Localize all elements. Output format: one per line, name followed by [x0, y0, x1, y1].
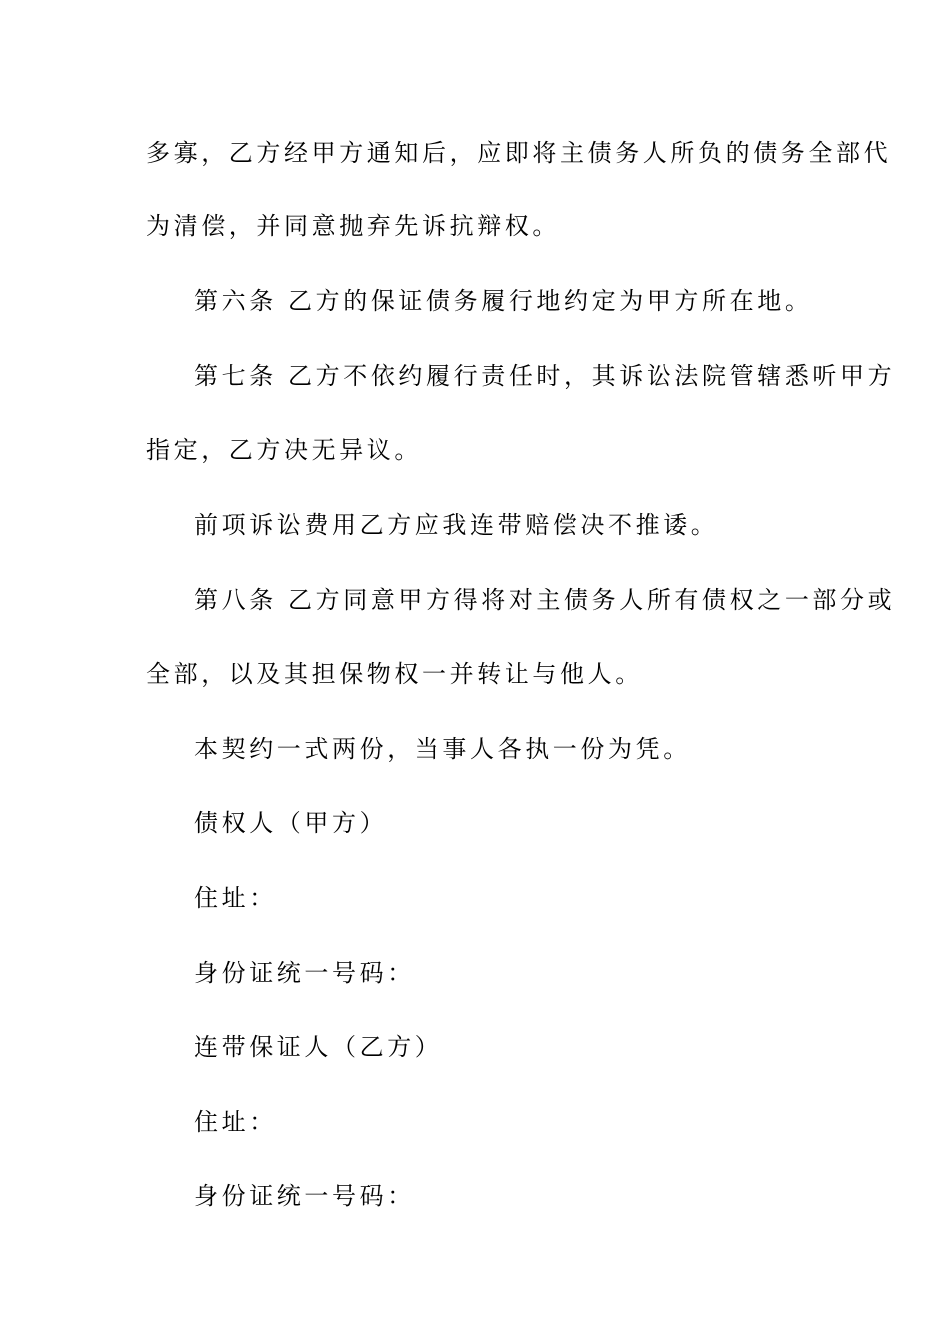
creditor-label: 债权人（甲方）	[194, 809, 388, 837]
litigation-cost-clause: 前项诉讼费用乙方应我连带赔偿决不推诿。	[194, 511, 719, 539]
article-7: 第七条 乙方不依约履行责任时，其诉讼法院管辖悉听甲方	[194, 362, 896, 390]
copies-clause: 本契约一式两份，当事人各执一份为凭。	[194, 735, 691, 763]
text-line-8: 全部，以及其担保物权一并转让与他人。	[146, 660, 643, 688]
creditor-id-label: 身份证统一号码：	[194, 959, 415, 987]
text-line-2: 为清偿，并同意抛弃先诉抗辩权。	[146, 212, 560, 240]
text-line-5: 指定，乙方决无异议。	[146, 436, 422, 464]
guarantor-id-label: 身份证统一号码：	[194, 1182, 415, 1210]
article-8: 第八条 乙方同意甲方得将对主债务人所有债权之一部分或	[194, 586, 896, 614]
guarantor-address-label: 住址：	[194, 1108, 277, 1136]
text-line-1: 多寡，乙方经甲方通知后，应即将主债务人所负的债务全部代	[146, 139, 892, 167]
creditor-address-label: 住址：	[194, 884, 277, 912]
guarantor-label: 连带保证人（乙方）	[194, 1033, 443, 1061]
article-6: 第六条 乙方的保证债务履行地约定为甲方所在地。	[194, 287, 813, 315]
